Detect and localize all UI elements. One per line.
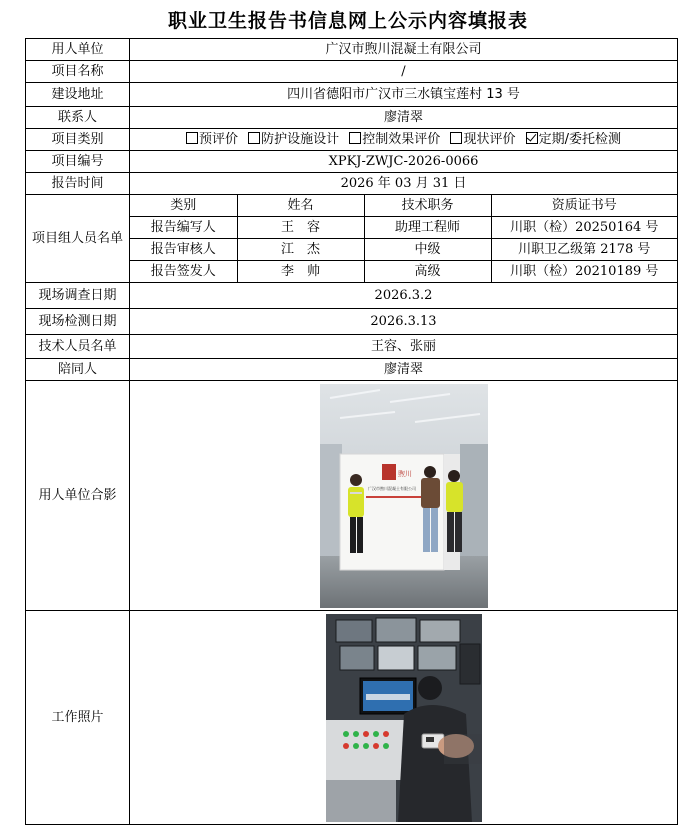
project-name-value: / [130,61,678,83]
companion-value: 廖清翠 [130,359,678,381]
report-time-value: 2026 年 03 月 31 日 [130,173,678,195]
project-name-label: 项目名称 [26,61,130,83]
contact-value: 廖清翠 [130,107,678,129]
row-technicians [26,335,678,359]
member-cert: 川职卫乙级第 2178 号 [491,239,677,261]
table-row [130,261,677,283]
row-companion [26,359,678,381]
technicians-value: 王容、张丽 [130,335,678,359]
project-no-label: 项目编号 [26,151,130,173]
option-periodic-testing[interactable] [526,132,621,147]
employer-value: 广汉市煦川混凝土有限公司 [130,39,678,61]
member-role: 报告编写人 [130,217,237,239]
survey-date-value: 2026.3.2 [130,283,678,309]
table-row [130,239,677,261]
survey-date-label: 现场调查日期 [26,283,130,309]
team-table [130,195,677,282]
option-protection-design-text: 防护设施设计 [261,131,340,147]
report-time-label: 报告时间 [26,173,130,195]
contact-label: 联系人 [26,107,130,129]
row-work-photo [26,611,678,825]
option-periodic-testing-text: 定期/委托检测 [538,131,621,147]
address-label: 建设地址 [26,83,130,107]
test-date-value: 2026.3.13 [130,309,678,335]
option-protection-design[interactable] [248,132,339,147]
group-photo-label: 用人单位合影 [26,381,130,611]
row-report-time [26,173,678,195]
table-row [130,217,677,239]
category-label: 项目类别 [26,129,130,151]
row-survey-date [26,283,678,309]
option-control-effect-text: 控制效果评价 [362,131,441,147]
row-group-photo [26,381,678,611]
team-header-row [130,195,677,217]
team-header-name: 姓名 [237,195,364,217]
checkbox-pre-evaluation[interactable] [186,132,198,144]
member-title: 高级 [364,261,491,283]
member-role: 报告审核人 [130,239,237,261]
option-status-evaluation[interactable] [450,132,515,147]
row-test-date [26,309,678,335]
row-employer [26,39,678,61]
form-title: 职业卫生报告书信息网上公示内容填报表 [167,10,528,32]
logo-mark: 煦川 [397,469,412,478]
checkbox-status-evaluation[interactable] [450,132,462,144]
technicians-label: 技术人员名单 [26,335,130,359]
option-status-evaluation-text: 现状评价 [463,131,516,147]
company-sign-text: 广汉市煦川混凝土有限公司 [367,485,416,491]
team-header-title: 技术职务 [364,195,491,217]
member-cert: 川职（检）20210189 号 [491,261,677,283]
row-project-no [26,151,678,173]
category-options [130,129,678,151]
checkbox-protection-design[interactable] [248,132,260,144]
row-category [26,129,678,151]
row-address [26,83,678,107]
row-contact [26,107,678,129]
checkbox-control-effect[interactable] [349,132,361,144]
member-title: 中级 [364,239,491,261]
checkbox-periodic-testing[interactable] [526,132,538,144]
employer-label: 用人单位 [26,39,130,61]
member-role: 报告签发人 [130,261,237,283]
test-date-label: 现场检测日期 [26,309,130,335]
option-pre-evaluation-text: 预评价 [198,131,238,147]
work-photo-label: 工作照片 [26,611,130,825]
member-name: 李 帅 [237,261,364,283]
address-value: 四川省德阳市广汉市三水镇宝莲村 13 号 [130,83,678,107]
work-photo-cell [130,611,678,825]
row-team [26,195,678,283]
member-title: 助理工程师 [364,217,491,239]
member-name: 江 杰 [237,239,364,261]
group-photo-image [320,384,488,608]
team-header-role: 类别 [130,195,237,217]
companion-label: 陪同人 [26,359,130,381]
disclosure-form-table [25,38,678,825]
option-control-effect[interactable] [349,132,440,147]
work-photo-image [326,614,482,822]
option-pre-evaluation[interactable] [186,132,238,147]
row-project-name [26,61,678,83]
team-cell [130,195,678,283]
team-header-cert: 资质证书号 [491,195,677,217]
member-cert: 川职（检）20250164 号 [491,217,677,239]
member-name: 王 容 [237,217,364,239]
team-label: 项目组人员名单 [26,195,130,283]
group-photo-cell [130,381,678,611]
project-no-value: XPKJ-ZWJC-2026-0066 [130,151,678,173]
